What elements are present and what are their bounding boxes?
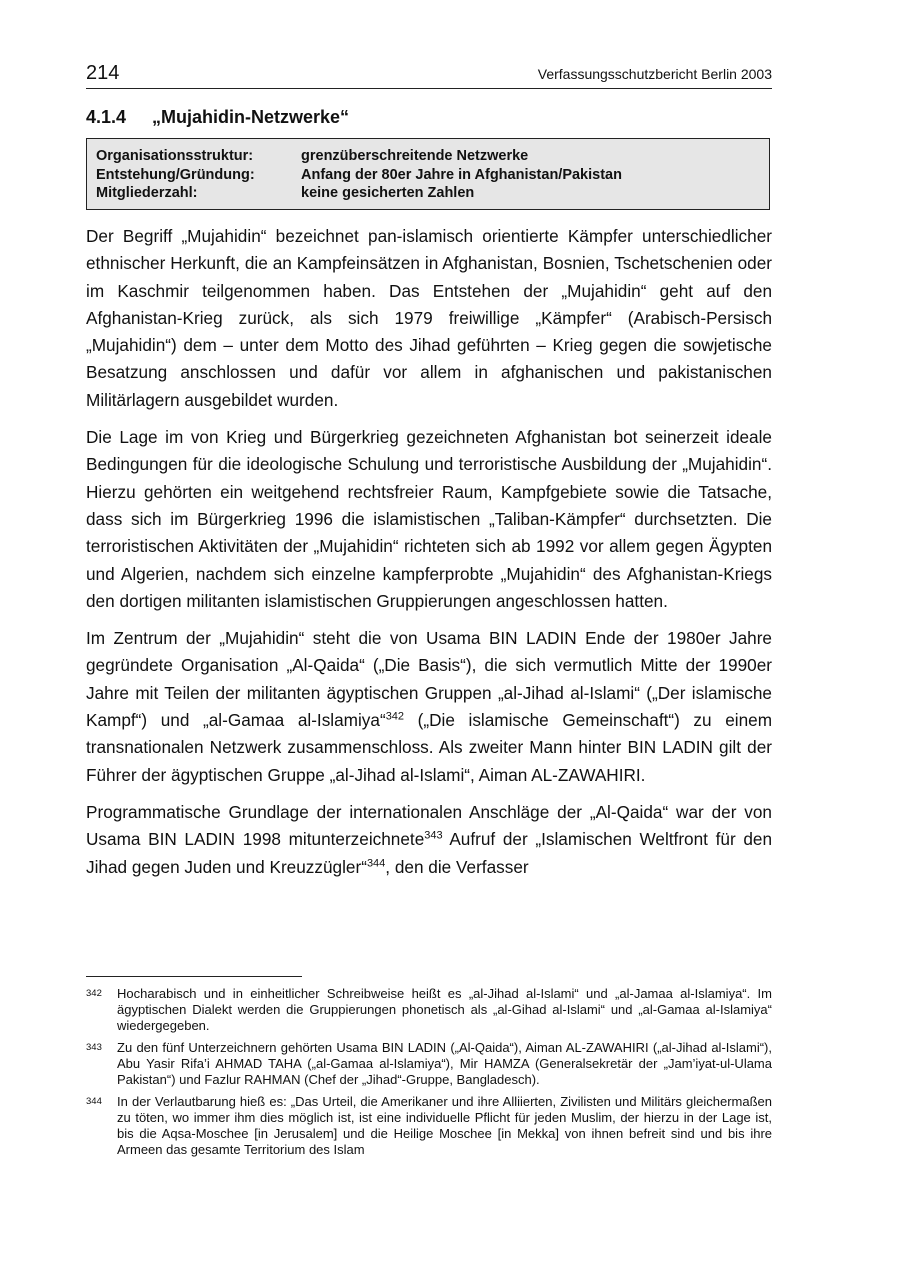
info-label: Organisationsstruktur:	[96, 148, 254, 164]
info-box	[86, 138, 770, 210]
page-header	[86, 62, 772, 89]
paragraph-3	[86, 625, 772, 789]
info-row-founding	[96, 166, 769, 185]
info-row-structure	[96, 147, 769, 166]
paragraph-text: („Die islamische Gemeinschaft“) zu einem transnationalen Netzwerk zusammenschloss. Als zweiter Mann hinter BIN LADIN gilt der Führer der ägyptischen Gruppe „al-Jihad al-Islami“, Aiman AL-ZAWAHIRI.	[86, 710, 773, 785]
footnotes	[86, 986, 772, 1164]
paragraph-2: Die Lage im von Krieg und Bürgerkrieg gezeichneten Afghanistan bot seinerzeit ideale Bedingungen für die ideologische Schulung und terroristische Ausbildung der „Mujahidin“. Hierzu gehörten ein weitgehend rechtsfreier Raum, Kampfgebiete sowie die Tatsache, dass sich im Bürgerkrieg 1996 die islamistischen „Taliban-Kämpfer“ durchsetzten. Die terroristischen Aktivitäten der „Mujahidin“ richteten sich ab 1992 vor allem gegen Ägypten und Algerien, nachdem sich einzelne kampferprobte „Mujahidin“ des Afghanistan-Kriegs den dortigen militanten islamistischen Gruppierungen angeschlossen hatten.	[86, 427, 772, 611]
footnote-number: 343	[86, 1042, 102, 1053]
footnote-text: Hocharabisch und in einheitlicher Schreibweise heißt es „al-Jihad al-Islami“ und „al-Jamaa al-Islamiya“. Im ägyptischen Dialekt werden die Gruppierungen phonetisch als „al-Gihad al-Islami“ und „al-Gamaa al-Islamiya“ wiedergegeben.	[117, 986, 772, 1033]
paragraph-4	[86, 799, 772, 881]
footnote-344	[86, 1094, 772, 1158]
section-number: 4.1.4	[86, 107, 127, 127]
paragraph-text: Aufruf der „Islamischen Weltfront für den Jihad gegen Juden und Kreuzzügler“	[86, 829, 773, 877]
info-value: grenzüberschreitende Netzwerke	[301, 148, 529, 164]
section-heading	[86, 106, 349, 128]
paragraph-text: Programmatische Grundlage der internationalen Anschläge der „Al-Qaida“ war der von Usama BIN LADIN 1998 mitunterzeichnete	[86, 801, 772, 850]
footnote-text: Zu den fünf Unterzeichnern gehörten Usama BIN LADIN („Al-Qaida“), Aiman AL-ZAWAHIRI („al-Jihad al-Islami“), Abu Yasir Rifa’i AHMAD TAHA („al-Gamaa al-Islamiya“), Mir HAMZA (Generalsekretär der „Jam’iyat-ul-Ulama Pakistan“) und Fazlur RAHMAN (Chef der „Jihad“-Gruppe, Bangladesch).	[117, 1040, 772, 1087]
info-row-members	[96, 184, 769, 203]
footnote-ref-342[interactable]: 342	[385, 710, 405, 723]
footnote-ref-343[interactable]: 343	[424, 829, 443, 842]
paragraph-1: Der Begriff „Mujahidin“ bezeichnet pan-islamisch orientierte Kämpfer unterschiedlicher ethnischer Herkunft, die an Kampfeinsätzen in Afghanistan, Bosnien, Tschetschenien oder im Kaschmir teilgenommen haben. Das Entstehen der „Mujahidin“ geht auf den Afghanistan-Krieg zurück, als sich 1979 freiwillige „Kämpfer“ (Arabisch-Persisch „Mujahidin“) dem – unter dem Motto des Jihad geführten – Krieg gegen die sowjetische Besatzung anschlossen und dafür vor allem in afghanischen und pakistanischen Militärlagern ausgebildet wurden.	[86, 226, 772, 410]
footnote-342	[86, 986, 772, 1034]
footnote-divider	[86, 976, 302, 977]
info-label: Mitgliederzahl:	[96, 185, 198, 201]
footnote-ref-344[interactable]: 344	[366, 856, 386, 869]
info-value: Anfang der 80er Jahre in Afghanistan/Pakistan	[301, 166, 622, 183]
footnote-number: 342	[86, 988, 102, 999]
section-title: „Mujahidin-Netzwerke“	[152, 107, 350, 127]
paragraph-text: Im Zentrum der „Mujahidin“ steht die von Usama BIN LADIN Ende der 1980er Jahre gegründete Organisation „Al-Qaida“ („Die Basis“), die sich vermutlich Mitte der 1990er Jahre mit Teilen der militanten ägyptischen Gruppen „al-Jihad al-Islami“ („Der islamische Kampf“) und „al-Gamaa al-Islamiya“	[86, 628, 772, 731]
footnote-number: 344	[86, 1096, 102, 1107]
footnote-343	[86, 1040, 772, 1088]
page-number: 214	[86, 62, 120, 84]
footnote-text: In der Verlautbarung hieß es: „Das Urteil, die Amerikaner und ihre Alliierten, Zivilisten und Militärs gleichermaßen zu töten, wo immer ihm dies möglich ist, ist eine individuelle Pflicht für jeden Muslim, der hierzu in der Lage ist, bis die Aqsa-Moschee [in Jerusalem] und die Heilige Moschee [in Mekka] von ihnen befreit sind und bis ihre Armeen das gesamte Territorium des Islam	[117, 1094, 772, 1157]
running-title: Verfassungsschutzbericht Berlin 2003	[537, 66, 772, 82]
paragraph-text: , den die Verfasser	[385, 856, 529, 877]
info-label: Entstehung/Gründung:	[96, 166, 255, 183]
info-value: keine gesicherten Zahlen	[301, 185, 475, 201]
body-text	[86, 223, 772, 891]
